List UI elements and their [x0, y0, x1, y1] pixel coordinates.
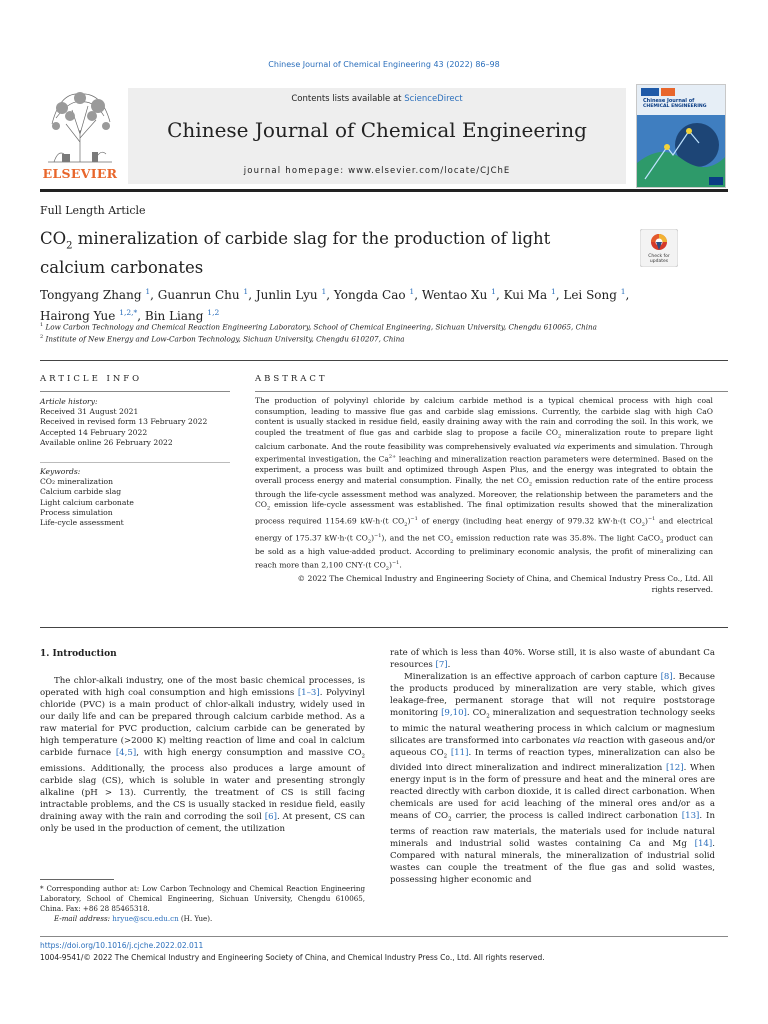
footnote-rule [40, 879, 114, 880]
section-divider [40, 360, 728, 361]
article-type: Full Length Article [40, 204, 146, 217]
sciencedirect-link[interactable]: ScienceDirect [404, 94, 463, 104]
abstract-heading: ABSTRACT [255, 374, 328, 384]
keyword: CO₂ mineralization [40, 477, 113, 487]
body-column-right: rate of which is less than 40%. Worse still, it is also waste of abundant Ca resources [7]. Mineralization is an effective approach of carbon capture [8]. Because the products produced by mineralization are very stable, which gives leakage-free, permanent storage that will not require poststorage monitoring [9,10]. $CO_2$ mineralization and sequestration technology seeks to mimic the natural weathering process in which calcium or magnesium silicates are transformed into carbonates via reaction with gaseous and/or aqueous $CO_2$ [11]. In terms of reaction types, mineralization can also be divided into direct mineralization and indirect mineralization [12]. When energy input is in the form of pressure and heat and the mineral ores are reacted directly with carbon dioxide, it is called direct carbonation. When chemicals are used for acid leaching of the mineral ores and/or as a means of $CO_2$ carrier, the process is called indirect carbonation [13]. In terms of reaction raw materials, the materials used for include natural minerals and industrial solid wastes containing Ca and Mg [14]. Compared with natural minerals, the mineralization of industrial solid wastes can couple the treatment of the flue gas and solid wastes, possessing higher economic and [390, 648, 716, 886]
history-item: Received 31 August 2021 [40, 407, 139, 417]
body-column-left: The chlor-alkali industry, one of the most basic chemical processes, is operated with high coal consumption and high emissions [1–3]. Polyvinyl chloride (PVC) is a main product of chlor-alkali industry, widely used in our daily life and can be prepared through calcium carbide method. As a raw material for PVC production, calcium carbide can be generated by high temperature (>2000 K) melting reaction of lime and coal in calcium carbide furnace [4,5], with high energy consumption and massive $CO_2$ emissions. Additionally, the process also produces a large amount of carbide slag (CS), which is soluble in water and presenting strongly alkaline (pH > 13). Currently, the treatment of CS is still facing intractable problems, and the CS is usually stacked in residue field, easily draining away with the rain and corroding the soil [6]. At present, CS can only be used in the production of cement, the utilization [40, 676, 365, 834]
check-for-updates-badge[interactable] [640, 229, 678, 267]
header-divider [40, 189, 728, 192]
citation-link[interactable]: [12] [665, 763, 684, 774]
masthead [128, 88, 626, 184]
citation-link[interactable]: [13] [681, 811, 700, 822]
author[interactable]: Lei Song $^1$ [563, 287, 626, 302]
title-subscript: 2 [66, 240, 73, 252]
check-updates-line1: Check for [648, 254, 670, 259]
keywords-heading: Keywords: [40, 467, 81, 476]
author[interactable]: Junlin Lyu $^1$ [255, 287, 327, 302]
abstract-rule [255, 391, 728, 392]
contents-line [128, 94, 626, 104]
cover-title-line2: CHEMICAL ENGINEERING [643, 104, 707, 109]
citation-link[interactable]: [8] [660, 672, 673, 682]
citation-link[interactable]: [6] [264, 811, 277, 822]
title-part2: mineralization of carbide slag for the production of light calcium carbonates [40, 229, 551, 278]
body-divider [40, 627, 728, 628]
history-item: Accepted 14 February 2022 [40, 427, 148, 437]
author[interactable]: Guanrun Chu $^1$ [157, 287, 249, 302]
homepage-url[interactable]: www.elsevier.com/locate/CJChE [348, 166, 511, 176]
abstract-text: The production of polyvinyl chloride by calcium carbide method is a typical chemical process with high coal consumption, leading to massive flue gas and carbide slag emissions. Currently, the carbide slag with high CaO content is usually stacked in residue field, easily draining away with the rain and corroding the soil. In this work, we coupled the treatment of flue gas and carbide slag to propose a facile $CO_2$ mineralization route to prepare light calcium carbonate. And the route feasibility was comprehensively evaluated via experiments and simulation. Through experimental investigation, the $Ca^{2+}$ leaching and mineralization reaction parameters were determined. Based on the experiment, a process was built and optimized through Aspen Plus, and the energy was integrated to obtain the overall process energy and material consumption. Finally, the net $CO_2$ emission reduction rate of the entire process through the life-cycle assessment method was analyzed. Moreover, the relationship between the parameters and the $CO_2$ emission life-cycle assessment was established. The final optimization results showed that the mineralization process required 1154.69 kW·h·(t $CO_2)^{-1}$ of energy (including heat energy of 979.32 kW·h·(t $CO_2)^{-1}$ and electrical energy of 175.37 kW·h·(t $CO_2)^{-1}$), and the net $CO_2$ emission reduction rate was 35.8%. The light CaCO$_3$ product can be sold as a high value-added product. According to preliminary economic analysis, the profit of mineralizing can reach more than 2,100 CNY·(t $CO_2)^{-1}$. © 2022 The Chemical Industry and Engineering Society of China, and Chemical Industry Press Co., Ltd. All rights reserved. [255, 396, 714, 594]
info-rule [40, 391, 230, 392]
journal-header [40, 84, 728, 188]
history-item: Received in revised form 13 February 2022 [40, 417, 208, 427]
citation-link[interactable]: [7] [435, 660, 448, 670]
cover-title-line1: Chinese Journal of [643, 98, 695, 104]
history-heading: Article history: [40, 397, 98, 406]
article-title [40, 228, 600, 279]
abstract-copyright-line2: rights reserved. [651, 584, 713, 594]
contents-prefix: Contents lists available at [291, 94, 405, 104]
affiliation: $^1$ Low Carbon Technology and Chemical Reaction Engineering Laboratory, School of Chemical Engineering, Sichuan University, Chengdu 610065, China [40, 322, 597, 332]
citation-link[interactable]: [1–3] [297, 688, 320, 698]
email-link[interactable]: hryue@scu.edu.cn [112, 914, 179, 923]
citation-link[interactable]: [4,5] [115, 748, 137, 758]
doi-link[interactable]: https://doi.org/10.1016/j.cjche.2022.02.011 [40, 941, 204, 950]
journal-reference[interactable]: Chinese Journal of Chemical Engineering 43 (2022) 86–98 [268, 60, 500, 69]
article-history [40, 397, 230, 448]
footnote-text: * Corresponding author at: Low Carbon Technology and Chemical Reaction Engineering Laboratory, School of Chemical Engineering, Sichuan University, Chengdu 610065, China. Fax: +86 28 85465318. [40, 884, 365, 913]
citation-link[interactable]: [11] [450, 747, 469, 758]
check-updates-icon [640, 229, 678, 267]
corresponding-author-footnote [40, 884, 365, 924]
author-list: Tongyang Zhang $^1$, Guanrun Chu $^1$, Junlin Lyu $^1$, Yongda Cao $^1$, Wentao Xu $^1$, Kui Ma $^1$, Lei Song $^1$, Hairong Yue $^{1,2,*}$, Bin Liang $^{1,2}$ [40, 287, 630, 323]
author[interactable]: Kui Ma $^1$ [503, 287, 556, 302]
abstract-copyright-line1: © 2022 The Chemical Industry and Engineering Society of China, and Chemical Industry Press Co., Ltd. All [297, 574, 713, 584]
footer-divider [40, 936, 728, 937]
keyword: Process simulation [40, 507, 113, 517]
keywords [40, 467, 230, 528]
article-info-heading: ARTICLE INFO [40, 374, 143, 384]
history-item: Available online 26 February 2022 [40, 437, 173, 447]
author[interactable]: Bin Liang $^{1,2}$ [144, 308, 220, 323]
author[interactable]: Hairong Yue $^{1,2,*}$ [40, 308, 138, 323]
elsevier-wordmark: ELSEVIER [42, 166, 118, 181]
title-part1: CO [40, 229, 67, 248]
citation-link[interactable]: [14] [694, 839, 713, 850]
issn-copyright: 1004-9541/© 2022 The Chemical Industry and Engineering Society of China, and Chemical Industry Press Co., Ltd. All rights reserved. [40, 953, 545, 962]
keyword: Light calcium carbonate [40, 497, 134, 507]
author[interactable]: Tongyang Zhang $^1$ [40, 287, 151, 302]
keyword: Calcium carbide slag [40, 487, 122, 497]
email-suffix: (H. Yue). [178, 914, 213, 923]
keyword: Life-cycle assessment [40, 518, 124, 528]
affiliation: $^2$ Institute of New Energy and Low-Carbon Technology, Sichuan University, Chengdu 610207, China [40, 334, 405, 344]
author[interactable]: Yongda Cao $^1$ [333, 287, 415, 302]
citation-link[interactable]: [9,10] [441, 708, 467, 718]
journal-cover-thumbnail[interactable] [636, 84, 726, 188]
email-label: E-mail address: [54, 914, 113, 923]
journal-title: Chinese Journal of Chemical Engineering [167, 118, 587, 142]
check-updates-line2: updates [649, 259, 669, 264]
keywords-rule [40, 462, 230, 463]
section-heading-introduction: 1. Introduction [40, 649, 117, 659]
homepage-line [128, 166, 626, 176]
homepage-label: journal homepage: [243, 166, 349, 176]
author[interactable]: Wentao Xu $^1$ [421, 287, 496, 302]
